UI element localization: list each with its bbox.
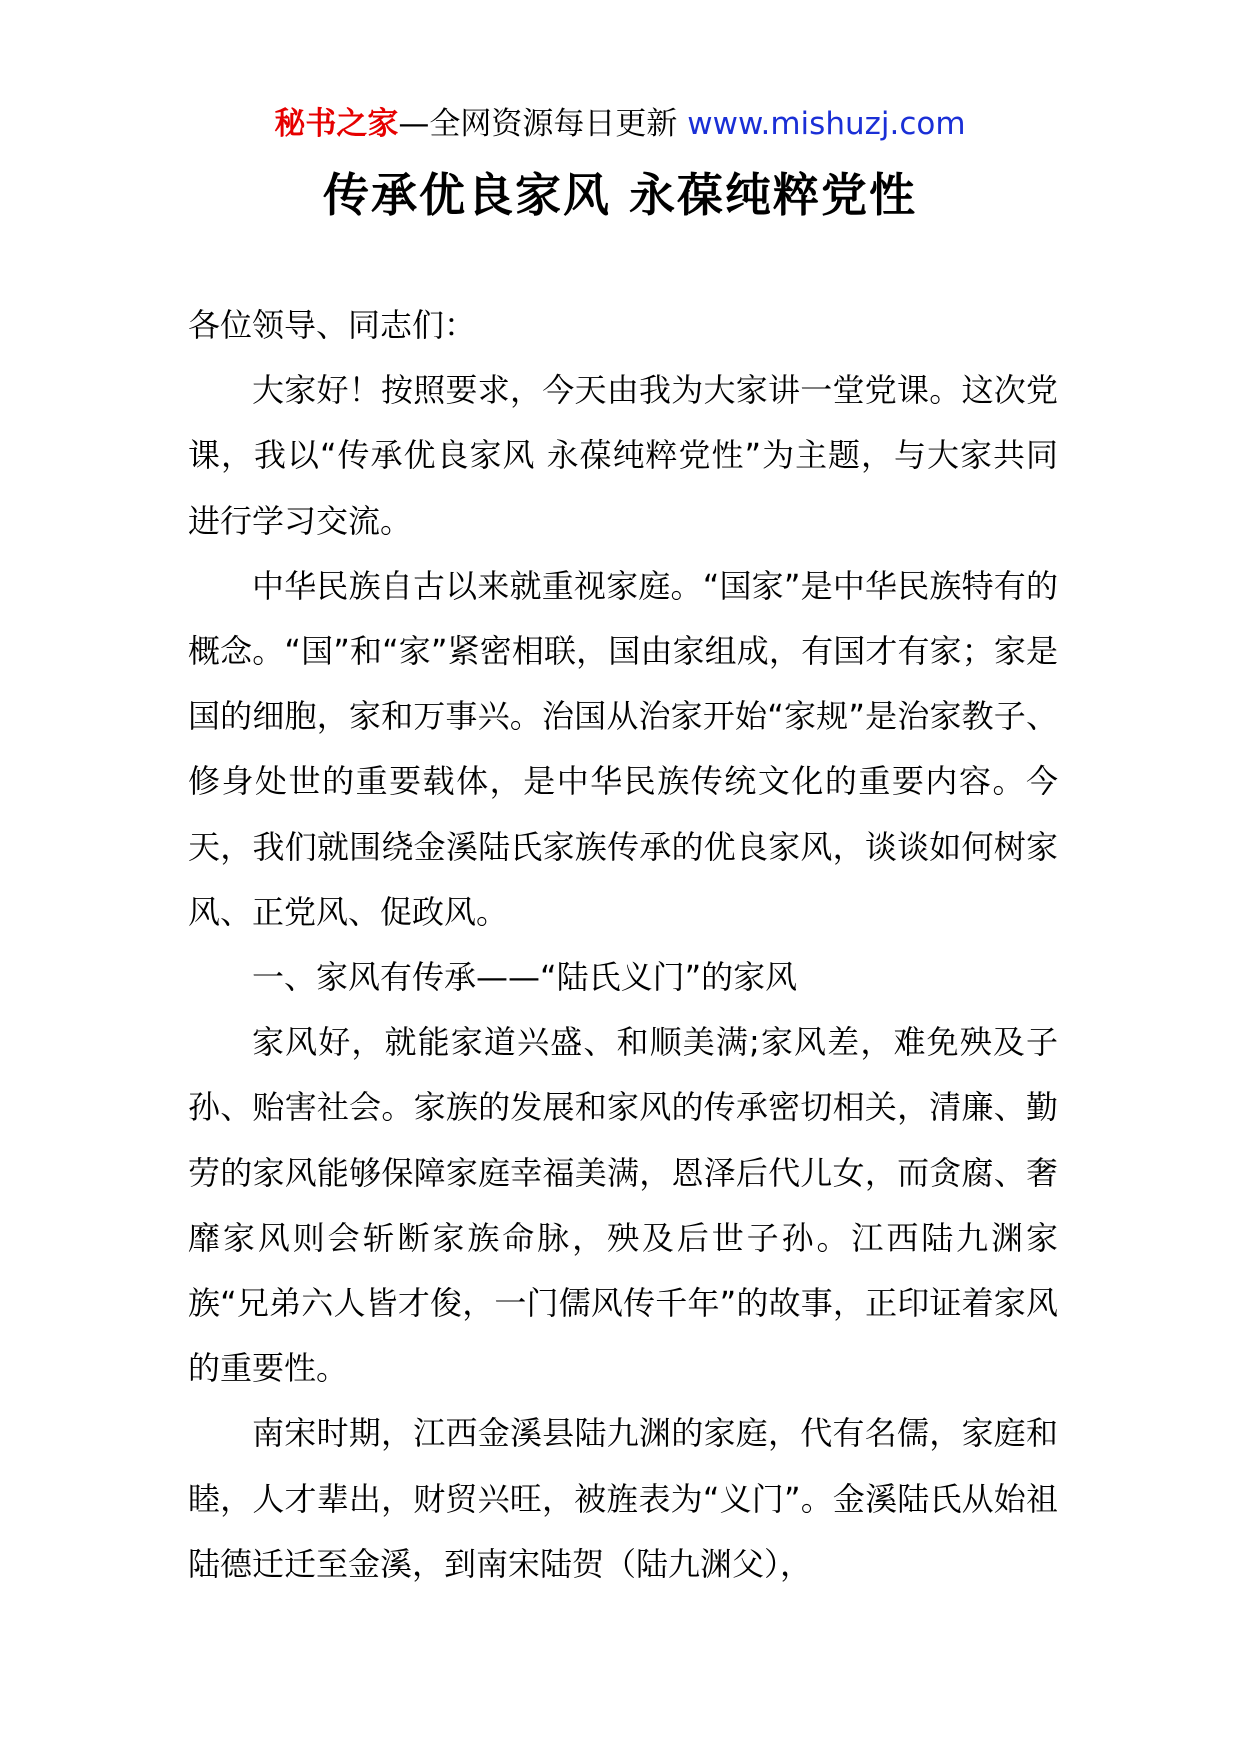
paragraph: 大家好！按照要求，今天由我为大家讲一堂党课。这次党课，我以“传承优良家风 永葆纯粹党性”为主题，与大家共同进行学习交流。 <box>188 371 1058 540</box>
document-title: 传承优良家风 永葆纯粹党性 <box>322 168 917 222</box>
section-heading: 一、家风有传承——“陆氏义门”的家风 <box>252 958 798 997</box>
paragraph: 家风好，就能家道兴盛、和顺美满;家风差，难免殃及子孙、贻害社会。家族的发展和家风的传承密切相关，清廉、勤劳的家风能够保障家庭幸福美满，恩泽后代儿女，而贪腐、奢靡家风则会斩断家族命脉，殃及后世子孙。江西陆九渊家族“兄弟六人皆才俊，一门儒风传千年”的故事，正印证着家风的重要性。 <box>188 1023 1058 1388</box>
site-name: 秘书之家 <box>274 106 399 142</box>
site-slogan: —全网资源每日更新 <box>398 106 678 142</box>
site-url-link[interactable]: www.mishuzj.com <box>687 106 966 142</box>
paragraph: 中华民族自古以来就重视家庭。“国家”是中华民族特有的概念。“国”和“家”紧密相联，国由家组成，有国才有家；家是国的细胞，家和万事兴。治国从治家开始“家规”是治家教子、修身处世的重要载体，是中华民族传统文化的重要内容。今天，我们就围绕金溪陆氏家族传承的优良家风，谈谈如何树家风、正党风、促政风。 <box>188 566 1058 931</box>
paragraph: 南宋时期，江西金溪县陆九渊的家庭，代有名儒，家庭和睦，人才辈出，财贸兴旺，被旌表为“义门”。金溪陆氏从始祖陆德迁迁至金溪，到南宋陆贺（陆九渊父）， <box>188 1414 1058 1583</box>
salutation: 各位领导、同志们： <box>188 306 477 344</box>
document-body <box>188 293 1058 1597</box>
site-header <box>0 100 1240 148</box>
